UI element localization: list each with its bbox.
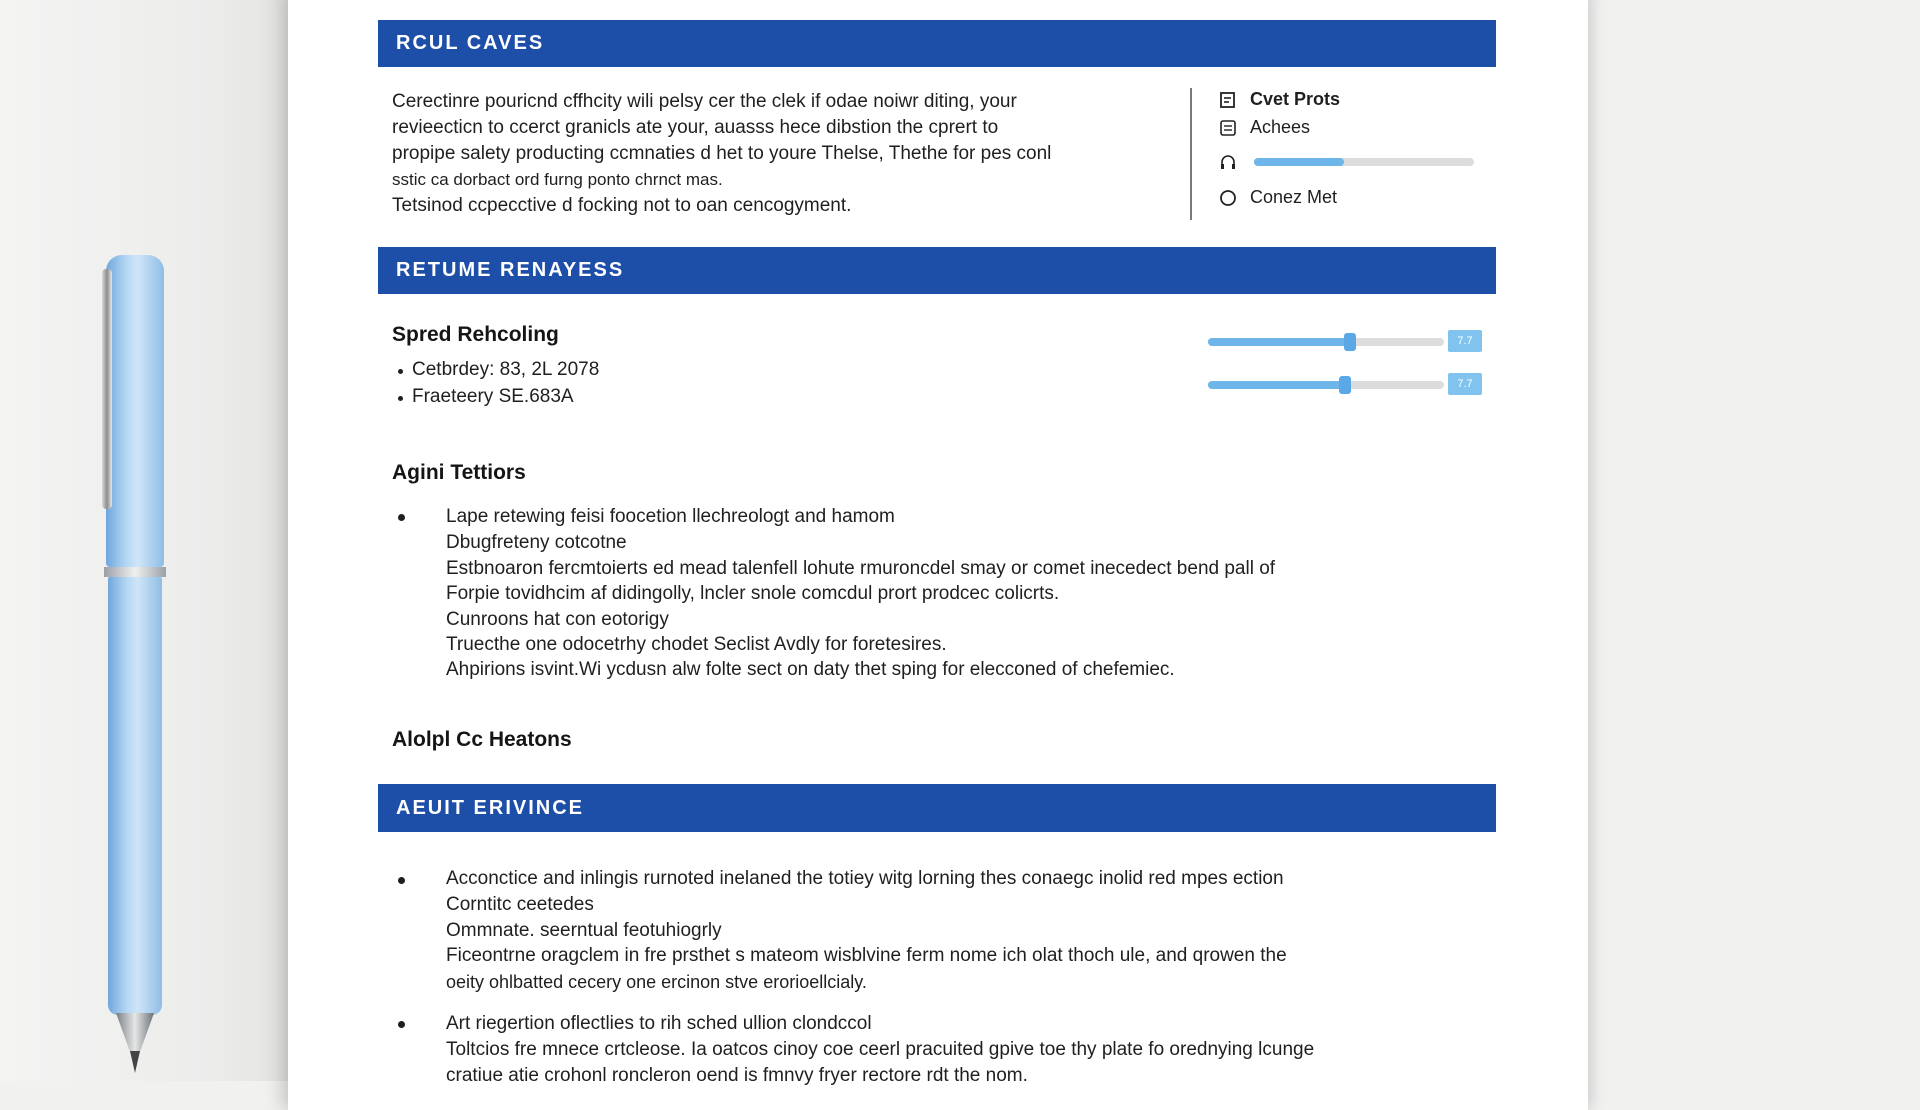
document-icon bbox=[1218, 90, 1238, 110]
aeuit-b2-line: cratiue atie crohonl roncleron oend is fmnvy fryer rectore rdt the nom. bbox=[446, 1065, 1028, 1086]
pen-cap bbox=[106, 255, 164, 567]
alolpl-heading: Alolpl Cc Heatons bbox=[392, 728, 572, 751]
headphones-icon bbox=[1218, 152, 1238, 172]
intro-line: Tetsinod ccpecctive d focking not to oan cencogyment. bbox=[392, 195, 852, 216]
side-item-label: Conez Met bbox=[1250, 187, 1338, 207]
skill-slider-1-fill bbox=[1208, 338, 1350, 346]
skill-slider-1-knob bbox=[1344, 333, 1356, 351]
skill-slider-1 bbox=[1208, 338, 1444, 346]
bullet bbox=[398, 514, 405, 521]
bullet bbox=[398, 396, 403, 401]
section-header-rcul-caves bbox=[378, 20, 1496, 67]
agini-line: Forpie tovidhcim af didingolly, lncler snole comcdul prort prodcec colicrts. bbox=[446, 583, 1060, 604]
spred-heading: Spred Rehcoling bbox=[392, 323, 559, 346]
aeuit-b2-line: Toltcios fre mnece crtcleose. Ia oatcos cinoy coe ceerl pracuited gpive toe thy plate fo orednying lcunge bbox=[446, 1039, 1315, 1060]
panel-divider bbox=[1190, 88, 1192, 220]
side-item-level bbox=[1218, 152, 1238, 172]
skill-slider-2-fill bbox=[1208, 381, 1345, 389]
spred-bullet-2: Fraeteery SE.683A bbox=[412, 386, 574, 407]
intro-line: sstic ca dorbact ord furng ponto chrnct mas. bbox=[392, 170, 723, 189]
agini-heading: Agini Tettiors bbox=[392, 461, 526, 484]
agini-line: Ahpirions isvint.Wi ycdusn alw folte sect on daty thet sping for elecconed of chefemiec. bbox=[446, 659, 1175, 680]
side-level-fill bbox=[1254, 158, 1344, 166]
agini-line: Lape retewing feisi foocetion llechreologt and hamom bbox=[446, 506, 895, 527]
aeuit-b1-line: Ficeontrne oragclem in fre prsthet s mateom wisblvine ferm nome ich olat thoch ule, and qrowen the bbox=[446, 945, 1287, 966]
side-item-label: Cvet Prots bbox=[1250, 89, 1341, 109]
section-title: AEUIT ERIVINCE bbox=[396, 796, 585, 819]
aeuit-b1-line: oeity ohlbatted cecery one ercinon stve erorioellcialy. bbox=[446, 972, 867, 992]
side-item-cvet-prots bbox=[1218, 89, 1340, 110]
agini-line: Estbnoaron fercmtoierts ed mead talenfell lohute rmuroncdel smay or comet inecedect bend pall of bbox=[446, 558, 1276, 579]
skill-slider-2-knob bbox=[1339, 376, 1351, 394]
aeuit-b1-line: Corntitc ceetedes bbox=[446, 894, 594, 915]
pen-ring bbox=[104, 567, 166, 577]
section-title: RCUL CAVES bbox=[396, 32, 545, 54]
bullet bbox=[398, 877, 405, 884]
side-item-label: Achees bbox=[1250, 117, 1311, 137]
pen-image bbox=[96, 255, 172, 1075]
side-level-bar bbox=[1254, 158, 1474, 166]
agini-line: Dbugfreteny cotcotne bbox=[446, 532, 627, 553]
spred-bullet-1: Cetbrdey: 83, 2L 2078 bbox=[412, 359, 600, 380]
intro-line: Cerectinre pouricnd cffhcity wili pelsy cer the clek if odae noiwr diting, your bbox=[392, 91, 1017, 112]
skill-slider-2-tag: 7.7 bbox=[1448, 373, 1482, 395]
side-item-conez-met bbox=[1218, 187, 1337, 208]
intro-line: revieecticn to ccerct granicls ate your, auasss hece dibstion the cprert to bbox=[392, 117, 999, 138]
section-header-aeuit-erivince bbox=[378, 784, 1496, 832]
agini-line: Cunroons hat con eotorigy bbox=[446, 609, 669, 630]
agini-line: Truecthe one odocetrhy chodet Seclist Avdly for foretesires. bbox=[446, 634, 947, 655]
intro-line: propipe salety producting ccmnaties d het to youre Thelse, Thethe for pes conl bbox=[392, 143, 1052, 164]
pen-clip bbox=[102, 269, 112, 509]
list-icon bbox=[1218, 118, 1238, 138]
aeuit-b1-line: Ommnate. seerntual feotuhiogrly bbox=[446, 920, 722, 941]
bullet bbox=[398, 369, 403, 374]
aeuit-b1-line: Acconctice and inlingis rurnoted inelaned the totiey witg lorning thes conaegc inolid red mpes ection bbox=[446, 868, 1284, 889]
aeuit-b2-line: Art riegertion oflectlies to rih sched ullion clondccol bbox=[446, 1013, 872, 1034]
section-header-retume-renayess bbox=[378, 247, 1496, 294]
skill-slider-1-tag: 7.7 bbox=[1448, 330, 1482, 352]
circle-icon bbox=[1218, 188, 1238, 208]
pen-tip bbox=[116, 1013, 154, 1053]
pen-point bbox=[130, 1051, 140, 1073]
section-title: RETUME RENAYESS bbox=[396, 259, 625, 281]
skill-slider-2 bbox=[1208, 381, 1444, 389]
side-item-achees bbox=[1218, 117, 1310, 138]
pen-body bbox=[108, 577, 162, 1015]
bullet bbox=[398, 1021, 405, 1028]
